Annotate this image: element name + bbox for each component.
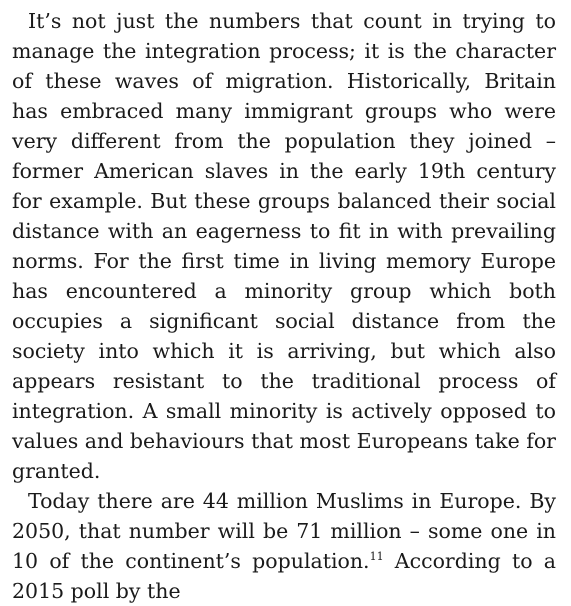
- footnote-marker[interactable]: 11: [369, 550, 384, 564]
- document-body: [12, 6, 556, 606]
- paragraph-integration-character: It’s not just the numbers that count in trying to manage the integration process; it is the character of these waves of migration. Historically, Britain has embraced many immigrant groups who were very different from the population they joined – former American slaves in the early 19th century for example. But these groups balanced their social distance with an eagerness to fit in with prevailing norms. For the first time in living memory Europe has encountered a minority group which both occupies a significant social distance from the society into which it is arriving, but which also appears resistant to the traditional process of integration. A small minority is actively opposed to values and behaviours that most Europeans take for granted.: [12, 9, 556, 483]
- paragraph-text-after-note: According to a 2015 poll by the: [12, 549, 556, 603]
- paragraph-text-before-note: Today there are 44 million Muslims in Europe. By 2050, that number will be 71 million – some one in 10 of the continent’s population.: [12, 489, 556, 573]
- paragraph-muslim-population: [12, 486, 556, 606]
